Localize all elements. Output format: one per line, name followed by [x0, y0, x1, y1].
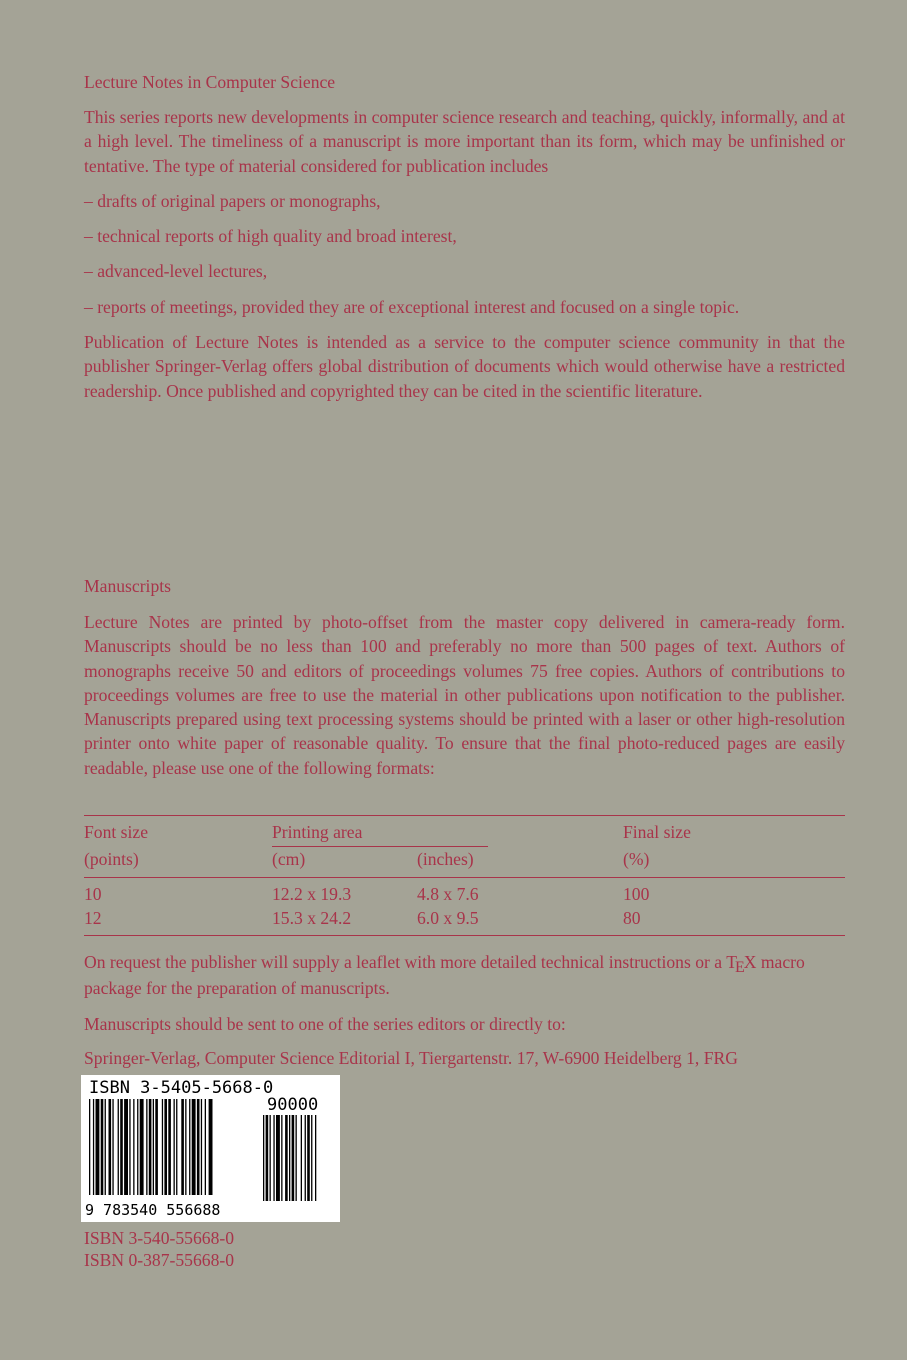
barcode-bar: [201, 1099, 202, 1195]
barcode-isbn-label: ISBN 3-5405-5668-0: [89, 1078, 274, 1098]
barcode-bar: [93, 1099, 94, 1195]
barcode-graphic: [81, 1075, 340, 1222]
barcode-bar: [118, 1099, 119, 1195]
barcode-bar: [109, 1099, 112, 1195]
addon-bar: [285, 1115, 288, 1201]
addon-bar: [273, 1115, 274, 1201]
send-instruction: Manuscripts should be sent to one of the series editors or directly to:: [84, 1014, 566, 1034]
barcode-bar: [120, 1099, 123, 1195]
isbn-line: ISBN 3-540-55668-0: [84, 1228, 235, 1248]
manuscripts-paragraph: Lecture Notes are printed by photo-offset from the master copy delivered in camera-ready form. Manuscripts should be no less than 100 and preferably no more than 500 pages of text. Authors of monographs receive 50 and editors of proceedings volumes 75 free copies. Authors of contributions to proceedings volumes are free to use the material in other publications upon notification to the publisher. Manuscripts prepared using text processing systems should be printed with a laser or other high-resolution printer onto white paper of reasonable quality. To ensure that the final photo-reduced pages are easily readable, please use one of the following formats:: [84, 612, 845, 778]
barcode-bar: [101, 1099, 104, 1195]
table-top-rule: [84, 815, 845, 816]
printing-area-rule: [272, 846, 488, 847]
barcode-bar: [174, 1099, 175, 1195]
isbn-block: [84, 1228, 234, 1271]
table-cell: 12: [84, 908, 102, 928]
publisher-address: Springer-Verlag, Computer Science Editorial I, Tiergartenstr. 17, W-6900 Heidelberg 1, FRG: [84, 1048, 738, 1068]
addon-bar: [276, 1115, 280, 1201]
header-cm: (cm): [272, 849, 306, 869]
barcode-bar: [153, 1099, 154, 1195]
addon-bar: [311, 1115, 312, 1201]
publication-paragraph: Publication of Lecture Notes is intended as a service to the computer science community in that the publisher Springer-Verlag offers global distribution of documents which would otherwise have a restricted readership. Once published and copyrighted they can be cited in the scientific literature.: [84, 332, 845, 401]
barcode-bar: [181, 1099, 184, 1195]
barcode-bar: [205, 1099, 206, 1195]
addon-bar: [281, 1115, 282, 1201]
barcode-bar: [209, 1099, 213, 1195]
isbn-line: ISBN 0-387-55668-0: [84, 1249, 235, 1270]
table-cell: 10: [84, 884, 102, 904]
addon-bar: [315, 1115, 316, 1201]
barcode-bar: [112, 1099, 113, 1195]
barcode-bar: [96, 1099, 100, 1195]
barcode-bar: [164, 1099, 167, 1195]
barcode-bar: [168, 1099, 171, 1195]
barcode-bar: [129, 1099, 130, 1195]
barcode-bar: [89, 1099, 90, 1195]
list-item: – technical reports of high quality and broad interest,: [84, 226, 457, 247]
table-cell: 6.0 x 9.5: [417, 908, 479, 928]
header-font-size: Font size: [84, 822, 149, 842]
series-intro: This series reports new developments in computer science research and teaching, quickly, informally, and at a high level. The timeliness of a manuscript is more important than its form, which may be unfinished or tentative. The type of material considered for publication includes: [84, 107, 845, 176]
barcode-price-code: 90000: [267, 1095, 319, 1115]
table-cell: 15.3 x 24.2: [272, 908, 352, 928]
list-item: – advanced-level lectures,: [84, 261, 268, 282]
addon-bar: [270, 1115, 271, 1201]
addon-bar: [305, 1115, 306, 1201]
addon-bar: [296, 1115, 297, 1201]
tex-logo: TEX: [726, 952, 757, 976]
header-points: (points): [84, 849, 139, 869]
back-cover-text: [84, 70, 845, 1068]
barcode-bar: [146, 1099, 147, 1195]
header-percent: (%): [623, 849, 650, 869]
table-cell: 4.8 x 7.6: [417, 884, 479, 904]
barcode-bar: [155, 1099, 158, 1195]
header-inches: (inches): [417, 849, 474, 869]
barcode-bar: [137, 1099, 138, 1195]
addon-bar: [266, 1115, 269, 1201]
barcode-bar: [162, 1099, 163, 1195]
barcode-bar: [192, 1099, 196, 1195]
barcode-bar: [189, 1099, 190, 1195]
request-text: On request the publisher will supply a leaflet with more detailed technical instructions or a: [84, 952, 723, 972]
addon-bar: [307, 1115, 310, 1201]
list-item: – drafts of original papers or monographs,: [84, 190, 381, 211]
table-cell: 100: [623, 884, 650, 904]
barcode-main-bars: [89, 1099, 213, 1195]
barcode-bar: [140, 1099, 144, 1195]
barcode-bar: [124, 1099, 128, 1195]
table-cell: 12.2 x 19.3: [272, 884, 352, 904]
table-mid-rule: [84, 877, 845, 878]
header-final-size: Final size: [623, 822, 691, 842]
barcode-bar: [176, 1099, 177, 1195]
barcode-bar: [133, 1099, 134, 1195]
addon-bar: [263, 1115, 264, 1201]
barcode-bar: [105, 1099, 106, 1195]
request-text-2: macro package for the preparation of manuscripts.: [84, 952, 805, 999]
isbn-barcode: [81, 1075, 340, 1222]
table-bottom-rule: [84, 935, 845, 936]
barcode-ean-digits: 9 783540 556688: [85, 1201, 221, 1219]
barcode-bar: [197, 1099, 200, 1195]
list-item: – reports of meetings, provided they are of exceptional interest and focused on a single topic.: [84, 296, 740, 317]
addon-bar: [292, 1115, 295, 1201]
header-printing-area: Printing area: [272, 822, 363, 842]
barcode-addon-bars: [263, 1115, 316, 1201]
addon-bar: [289, 1115, 290, 1201]
addon-bar: [301, 1115, 302, 1201]
request-paragraph: [84, 950, 845, 1001]
series-title: Lecture Notes in Computer Science: [84, 72, 336, 92]
table-cell: 80: [623, 908, 641, 928]
barcode-bar: [149, 1099, 152, 1195]
barcode-bar: [185, 1099, 186, 1195]
manuscripts-heading: Manuscripts: [84, 576, 171, 596]
